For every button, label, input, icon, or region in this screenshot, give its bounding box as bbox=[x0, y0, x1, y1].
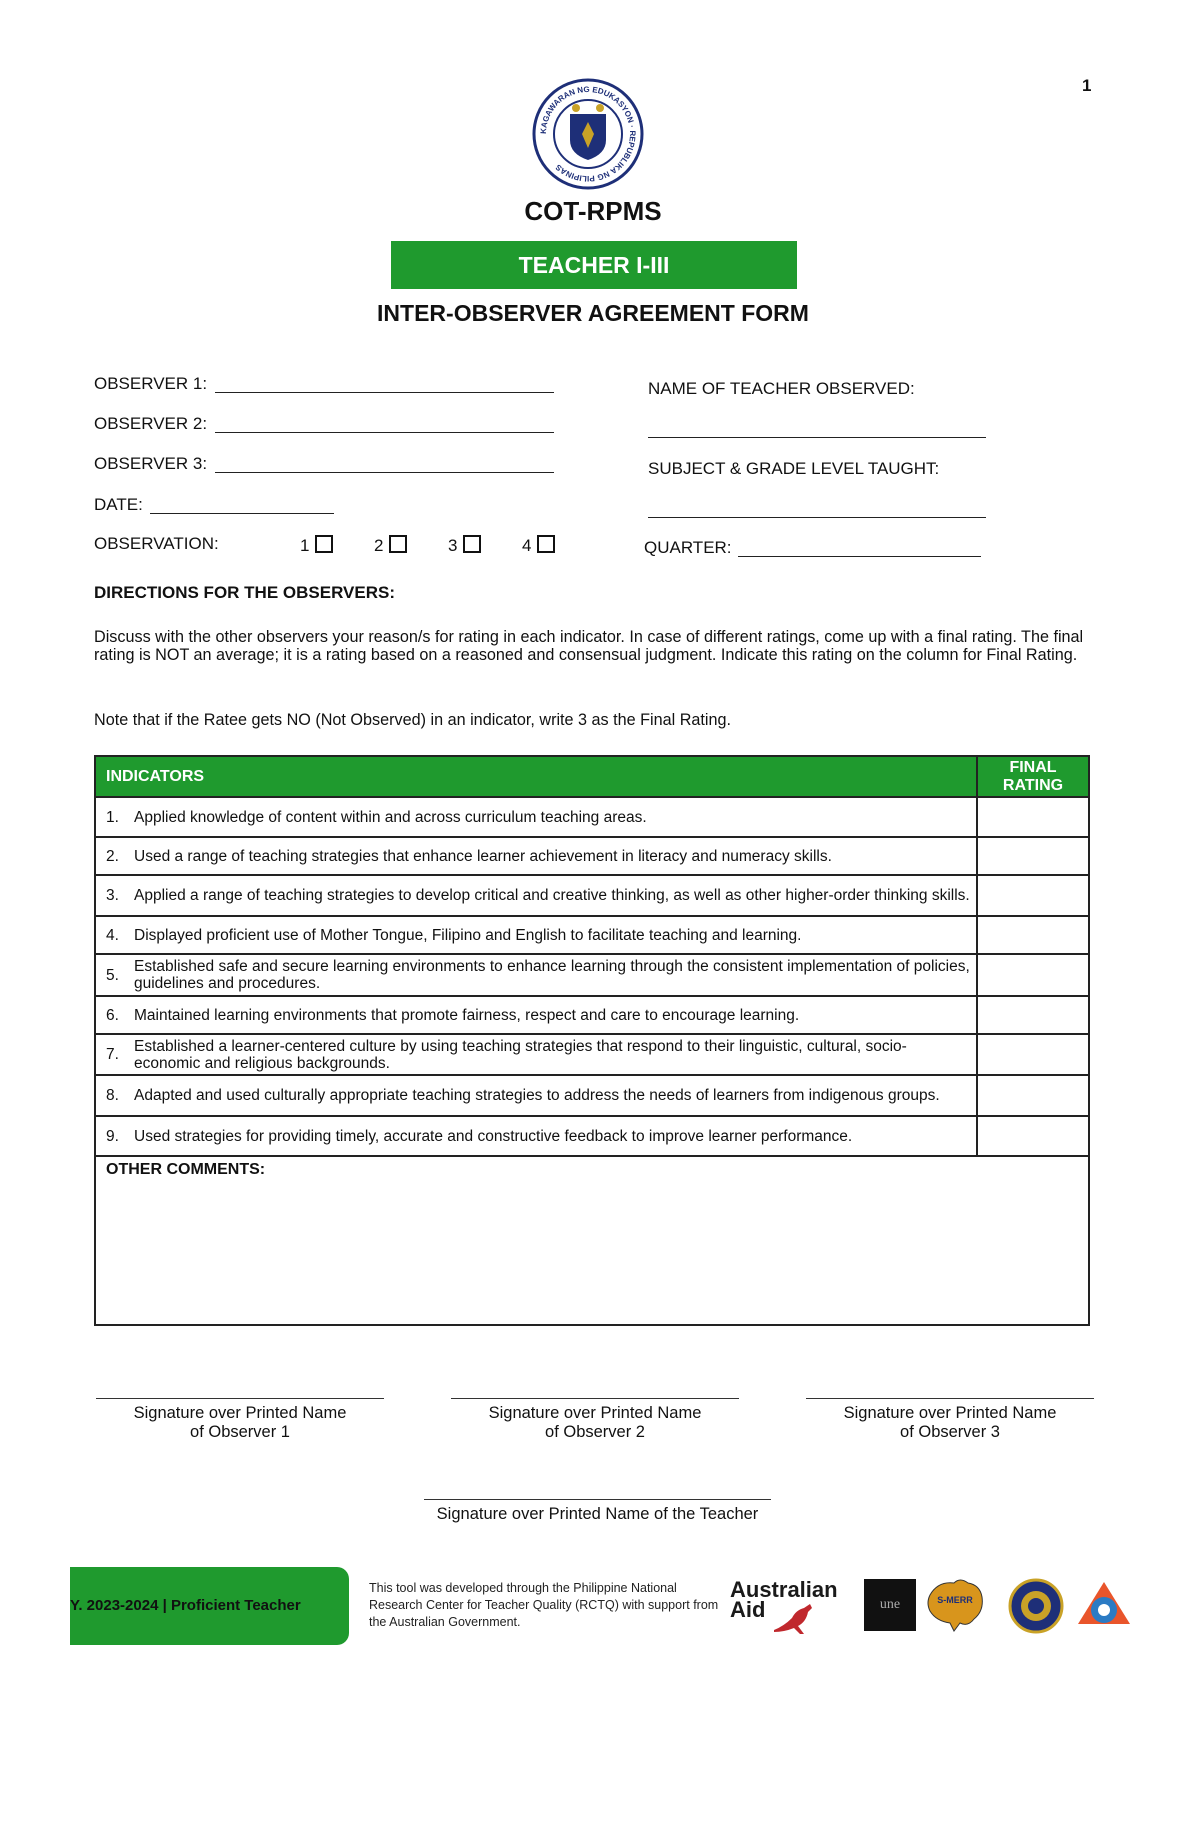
australian-aid-logo: Australian Aid bbox=[730, 1577, 838, 1622]
row-number: 5. bbox=[95, 954, 128, 996]
observer1-label: OBSERVER 1: bbox=[94, 374, 208, 393]
date-field[interactable] bbox=[150, 513, 334, 514]
indicator-text: Used a range of teaching strategies that enhance learner achievement in literacy and numeracy skills. bbox=[128, 837, 977, 875]
table-row bbox=[95, 837, 1089, 875]
footer-band: Y. 2023-2024 | Proficient Teacher bbox=[70, 1567, 349, 1645]
final-rating-cell[interactable] bbox=[977, 797, 1089, 837]
checkbox-4 bbox=[537, 535, 555, 553]
indicator-text: Used strategies for providing timely, accurate and constructive feedback to improve learner performance. bbox=[128, 1116, 977, 1156]
observer3-signature-label: Signature over Printed Name of Observer 3 bbox=[843, 1404, 1057, 1441]
row-number: 9. bbox=[95, 1116, 128, 1156]
final-rating-cell[interactable] bbox=[977, 875, 1089, 916]
observer3-signature-line[interactable] bbox=[806, 1398, 1094, 1399]
footer-note: This tool was developed through the Philippine National Research Center for Teacher Quality (RCTQ) with support from the Australian Government. bbox=[369, 1581, 719, 1629]
indicator-text: Applied a range of teaching strategies to develop critical and creative thinking, as well as other higher-order thinking skills. bbox=[128, 875, 977, 916]
rctq-logo bbox=[1074, 1578, 1134, 1634]
table-row bbox=[95, 875, 1089, 916]
observer1-signature-line[interactable] bbox=[96, 1398, 384, 1399]
final-rating-header: FINAL RATING bbox=[977, 756, 1089, 797]
table-row bbox=[95, 996, 1089, 1034]
teacher-signature-line[interactable] bbox=[424, 1499, 771, 1500]
observer1-signature-label: Signature over Printed Name of Observer 1 bbox=[133, 1404, 347, 1441]
observer2-signature-line[interactable] bbox=[451, 1398, 739, 1399]
observation-label: OBSERVATION: bbox=[94, 534, 219, 553]
deped-seal-small-logo bbox=[1008, 1578, 1064, 1634]
row-number: 3. bbox=[95, 875, 128, 916]
observation-option-3[interactable]: 3 bbox=[448, 535, 481, 556]
final-rating-cell[interactable] bbox=[977, 996, 1089, 1034]
row-number: 4. bbox=[95, 916, 128, 954]
row-number: 6. bbox=[95, 996, 128, 1034]
indicator-text: Established a learner-centered culture by using teaching strategies that respond to their linguistic, cultural, socio-economic and religious backgrounds. bbox=[128, 1034, 977, 1075]
indicator-text: Applied knowledge of content within and across curriculum teaching areas. bbox=[128, 797, 977, 837]
table-row bbox=[95, 954, 1089, 996]
other-comments-box[interactable] bbox=[94, 1157, 1090, 1326]
indicators-header: INDICATORS bbox=[95, 756, 977, 797]
other-comments-label: OTHER COMMENTS: bbox=[106, 1161, 266, 1178]
subject-grade-label: SUBJECT & GRADE LEVEL TAUGHT: bbox=[648, 459, 940, 478]
kangaroo-icon bbox=[770, 1600, 822, 1636]
directions-heading: DIRECTIONS FOR THE OBSERVERS: bbox=[94, 583, 395, 602]
observer2-signature-label: Signature over Printed Name of Observer 2 bbox=[488, 1404, 702, 1441]
observer3-field[interactable] bbox=[215, 472, 554, 473]
checkbox-2 bbox=[389, 535, 407, 553]
svg-text:S-MERR: S-MERR bbox=[937, 1595, 973, 1605]
table-row bbox=[95, 1116, 1089, 1156]
final-rating-cell[interactable] bbox=[977, 837, 1089, 875]
observer3-label: OBSERVER 3: bbox=[94, 454, 208, 473]
row-number: 7. bbox=[95, 1034, 128, 1075]
observer1-field[interactable] bbox=[215, 392, 554, 393]
observation-option-1[interactable]: 1 bbox=[300, 535, 333, 556]
svg-text:KAGAWARAN NG EDUKASYON · REPUB: KAGAWARAN NG EDUKASYON · REPUBLIKA NG PILIPINAS bbox=[538, 84, 638, 184]
form-title: INTER-OBSERVER AGREEMENT FORM bbox=[377, 300, 809, 326]
observation-option-4[interactable]: 4 bbox=[522, 535, 555, 556]
teacher-signature-label: Signature over Printed Name of the Teacher bbox=[436, 1505, 759, 1523]
final-rating-cell[interactable] bbox=[977, 1034, 1089, 1075]
indicators-table bbox=[94, 755, 1090, 1157]
smerr-australia-logo bbox=[924, 1577, 986, 1633]
directions-note: Note that if the Ratee gets NO (Not Observed) in an indicator, write 3 as the Final Rating. bbox=[94, 711, 732, 729]
form-code-title: COT-RPMS bbox=[524, 196, 662, 226]
indicator-text: Maintained learning environments that promote fairness, respect and care to encourage learning. bbox=[128, 996, 977, 1034]
final-rating-cell[interactable] bbox=[977, 1116, 1089, 1156]
table-row bbox=[95, 1075, 1089, 1116]
row-number: 8. bbox=[95, 1075, 128, 1116]
page-number: 1 bbox=[1082, 76, 1092, 95]
teacher-level-banner: TEACHER I-III bbox=[391, 241, 797, 289]
indicator-text: Displayed proficient use of Mother Tongue, Filipino and English to facilitate teaching and learning. bbox=[128, 916, 977, 954]
observer2-field[interactable] bbox=[215, 432, 554, 433]
checkbox-3 bbox=[463, 535, 481, 553]
final-rating-cell[interactable] bbox=[977, 1075, 1089, 1116]
row-number: 1. bbox=[95, 797, 128, 837]
observer2-label: OBSERVER 2: bbox=[94, 414, 208, 433]
final-rating-cell[interactable] bbox=[977, 954, 1089, 996]
final-rating-cell[interactable] bbox=[977, 916, 1089, 954]
deped-seal-logo bbox=[532, 78, 644, 190]
row-number: 2. bbox=[95, 837, 128, 875]
quarter-label: QUARTER: bbox=[644, 538, 732, 557]
subject-grade-field[interactable] bbox=[648, 517, 986, 518]
directions-text: Discuss with the other observers your reason/s for rating in each indicator. In case of different ratings, come up with a final rating. The final rating is NOT an average; it is a rating based on a reasoned and consensual judgment. Indicate this rating on the column for Final Rating. bbox=[94, 628, 1084, 664]
quarter-field[interactable] bbox=[738, 556, 981, 557]
date-label: DATE: bbox=[94, 495, 143, 514]
indicator-text: Adapted and used culturally appropriate teaching strategies to address the needs of learners from indigenous groups. bbox=[128, 1075, 977, 1116]
checkbox-1 bbox=[315, 535, 333, 553]
indicator-text: Established safe and secure learning environments to enhance learning through the consistent implementation of policies, guidelines and procedures. bbox=[128, 954, 977, 996]
observation-option-2[interactable]: 2 bbox=[374, 535, 407, 556]
une-logo: une bbox=[864, 1579, 916, 1631]
table-row bbox=[95, 1034, 1089, 1075]
teacher-observed-label: NAME OF TEACHER OBSERVED: bbox=[648, 379, 915, 398]
table-row bbox=[95, 797, 1089, 837]
table-row bbox=[95, 916, 1089, 954]
teacher-observed-field[interactable] bbox=[648, 437, 986, 438]
